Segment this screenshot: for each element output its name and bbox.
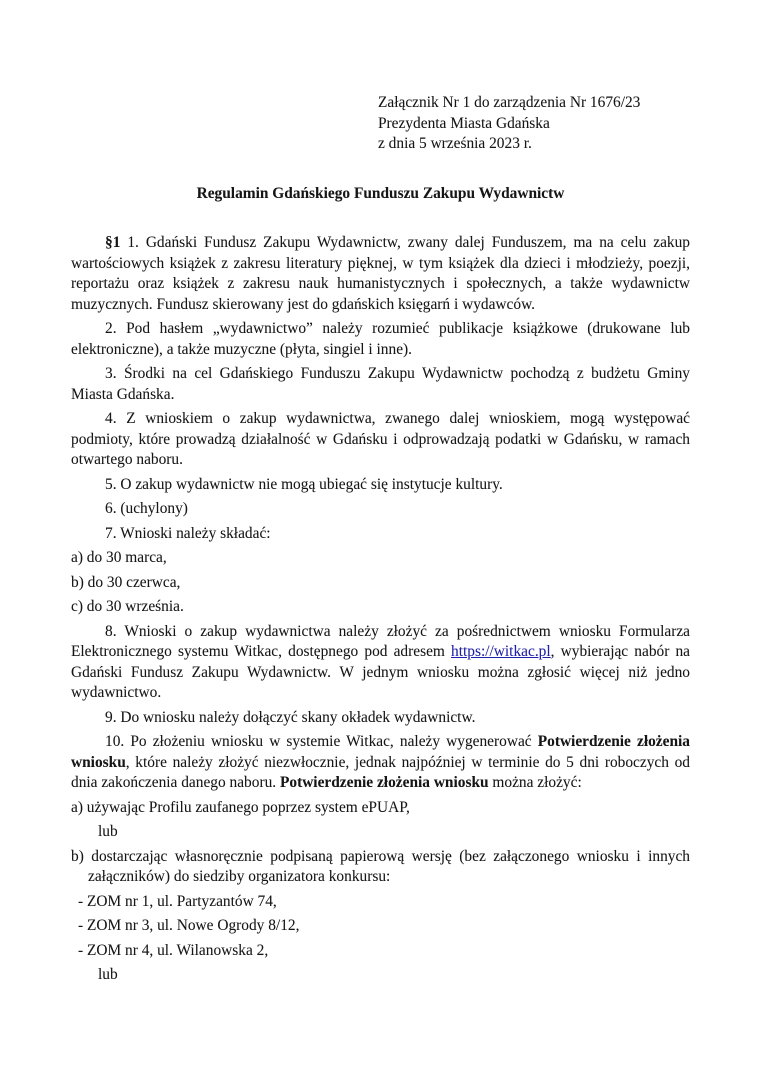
lub-separator-1: lub [98,823,118,840]
lub-separator-2: lub [98,966,118,983]
paragraph-7: 7. Wnioski należy składać: [105,524,271,542]
paragraph-4: 4. Z wnioskiem o zakup wydawnictwa, zwanego dalej wnioskiem, mogą występować podmioty, które prowadzą działalność w Gdańsku i odprowadzają podatki w Gdańsku, w ramach otwartego naboru. [71,410,690,468]
attachment-header-line-2: Prezydenta Miasta Gdańska [378,114,550,132]
paragraph-8: 8. Wnioski o zakup wydawnictwa należy złożyć za pośrednictwem wniosku Formularza Elektronicznego systemu Witkac, dostępnego pod adresem https://witkac.pl, wybierając nabór na Gdański Fundusz Zakupu Wydawnictw. W jednym wniosku można zgłosić więcej niż jedno wydawnictwo. [71,622,691,701]
list-item-deadline-a: a) do 30 marca, [71,549,167,566]
document-content [71,0,690,986]
page-title: Regulamin Gdańskiego Funduszu Zakupu Wydawnictw [196,184,565,202]
witkac-link[interactable]: https://witkac.pl [451,643,551,660]
paragraph-1: §1 1. Gdański Fundusz Zakupu Wydawnictw, zwany dalej Funduszem, ma na celu zakup wartościowych książek z zakresu literatury pięknej, w tym książek dla dzieci i młodzieży, poezji, reportażu oraz książek z zakresu nauk humanistycznych i społecznych, a także wydawnictw muzycznych. Fundusz skierowany jest do gdańskich księgarń i wydawców. [71,234,690,313]
zom-address-1: - ZOM nr 1, ul. Partyzantów 74, [78,892,277,910]
list-item-confirm-b: b) dostarczając własnoręcznie podpisaną papierową wersję (bez załączonego wniosku i innych załączników) do siedziby organizatora konkursu: [71,847,690,885]
list-item-deadline-c: c) do 30 września. [71,598,184,615]
list-item-deadline-b: b) do 30 czerwca, [71,573,181,591]
paragraph-10: 10. Po złożeniu wniosku w systemie Witkac, należy wygenerować Potwierdzenie złożenia wniosku, które należy złożyć niezwłocznie, jednak najpóźniej w terminie do 5 dni roboczych od dnia zakończenia danego naboru. Potwierdzenie złożenia wniosku można złożyć: [71,733,690,791]
attachment-header-line-3: z dnia 5 września 2023 r. [378,135,532,152]
paragraph-9: 9. Do wniosku należy dołączyć skany okładek wydawnictw. [105,708,476,726]
zom-address-3: - ZOM nr 4, ul. Wilanowska 2, [78,941,269,959]
paragraph-2: 2. Pod hasłem „wydawnictwo” należy rozumieć publikacje książkowe (drukowane lub elektroniczne), a także muzyczne (płyta, singiel i inne). [71,320,690,358]
list-item-confirm-a: a) używając Profilu zaufanego poprzez system ePUAP, [71,798,410,816]
zom-address-2: - ZOM nr 3, ul. Nowe Ogrody 8/12, [78,917,300,934]
attachment-header [378,0,690,155]
paragraph-3: 3. Środki na cel Gdańskiego Funduszu Zakupu Wydawnictw pochodzą z budżetu Gminy Miasta Gdańska. [71,365,690,403]
attachment-header-line-1: Załącznik Nr 1 do zarządzenia Nr 1676/23 [378,94,641,111]
paragraph-6: 6. (uchylony) [105,500,188,517]
paragraph-5: 5. O zakup wydawnictw nie mogą ubiegać się instytucje kultury. [105,475,503,493]
